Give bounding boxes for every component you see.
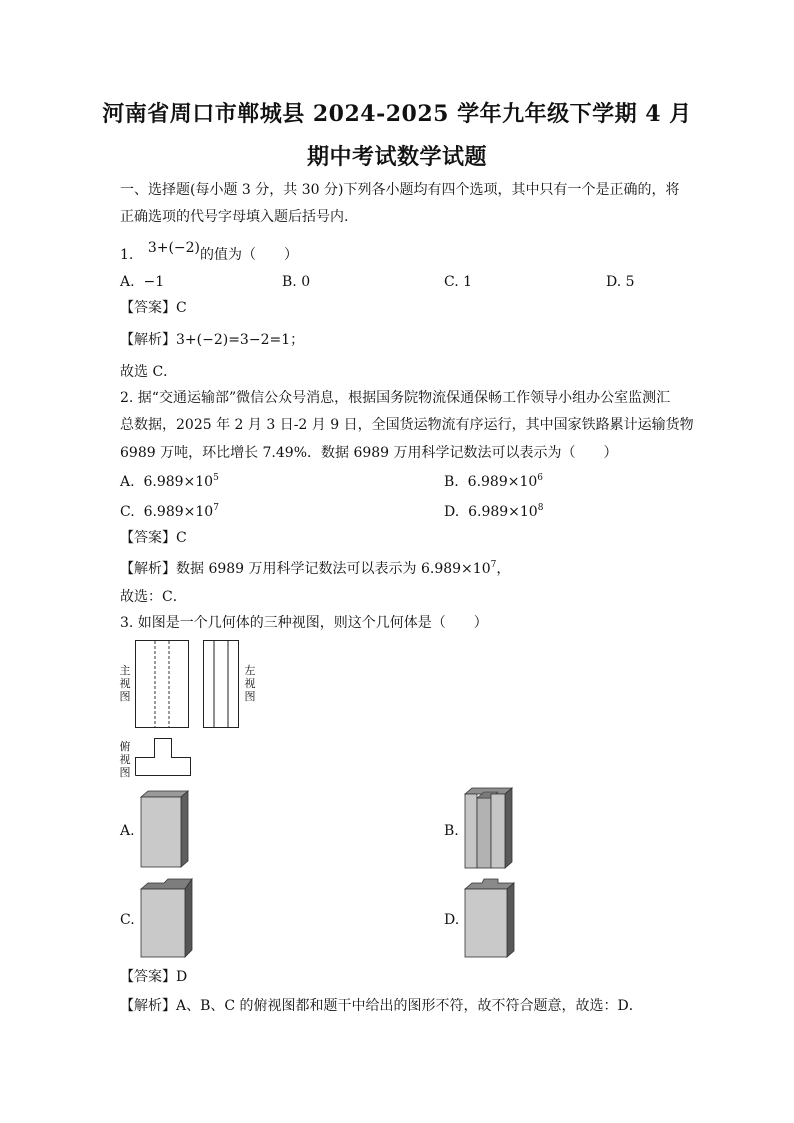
question-3-answer: 【答案】D [120,969,188,985]
question-1-option-a: A. −1 [120,274,165,290]
question-1-option-c: C. 1 [444,274,473,290]
question-1-stem [120,240,299,264]
question-3-stem: 3. 如图是一个几何体的三种视图，则这个几何体是（ ） [120,615,488,631]
question-2-stem-line3: 6989 万吨，环比增长 7.49%．数据 6989 万用科学记数法可以表示为（ ） [120,445,618,461]
question-1-analysis: 【解析】3+(−2)=3−2=1； [120,332,305,348]
top-view-label: 俯视图 [119,740,131,779]
question-3-option-c-solid [140,876,196,960]
question-2-option-a: A. $6.989\times 10^5$ [120,473,219,490]
section-instructions-line1: 一、选择题(每小题 3 分，共 30 分)下列各小题均有四个选项，其中只有一个是正确的，将 [120,182,680,198]
question-3-option-d-solid [462,876,518,960]
question-3-option-a-solid [140,790,192,870]
left-view-label: 左视图 [244,664,256,703]
question-2-answer: 【答案】C [120,530,187,546]
question-3-option-a-label: A. [120,823,135,839]
left-view-drawing [203,640,241,730]
page-title-line1: 河南省周口市郸城县 2024-2025 学年九年级下学期 4 月 [102,101,692,127]
question-1-stem-tail: 的值为（ ） [200,247,299,263]
question-3-option-d-label: D. [444,912,460,928]
question-2-stem-line2: 总数据，2025 年 2 月 3 日-2 月 9 日，全国货运物流有序运行，其中国家铁路累计运输货物 [120,417,694,433]
question-1-answer: 【答案】C [120,300,187,316]
question-2-option-d: D. $6.989\times 10^8$ [444,503,544,520]
page-title-line2: 期中考试数学试题 [306,144,487,170]
question-3-analysis: 【解析】A、B、C 的俯视图都和题干中给出的图形不符，故不符合题意，故选：D． [120,998,643,1014]
question-3-option-b-label: B. [444,823,459,839]
question-2-analysis: 【解析】数据 6989 万用科学记数法可以表示为 $6.989\times 10^7$， [120,560,511,577]
question-1-option-b: B. 0 [282,274,311,290]
question-2-option-b: B. $6.989\times 10^6$ [444,473,544,490]
top-view-drawing [135,737,193,779]
question-1-conclusion: 故选 C． [120,364,178,380]
section-instructions-line2: 正确选项的代号字母填入题后括号内. [120,209,349,225]
question-2-conclusion: 故选：C． [120,589,187,605]
question-1-option-d: D. 5 [606,274,635,290]
question-2-option-c: C. $6.989\times 10^7$ [120,503,219,520]
question-3-option-b-solid [462,786,518,872]
question-1-number: 1. [120,247,134,263]
question-3-option-c-label: C. [120,912,135,928]
question-1-expression: 3+(−2) [147,240,201,256]
front-view-label: 主视图 [119,664,131,703]
question-2-stem-line1: 2. 据“交通运输部”微信公众号消息，根据国务院物流保通保畅工作领导小组办公室监测汇 [120,390,671,406]
front-view-drawing [135,640,190,730]
